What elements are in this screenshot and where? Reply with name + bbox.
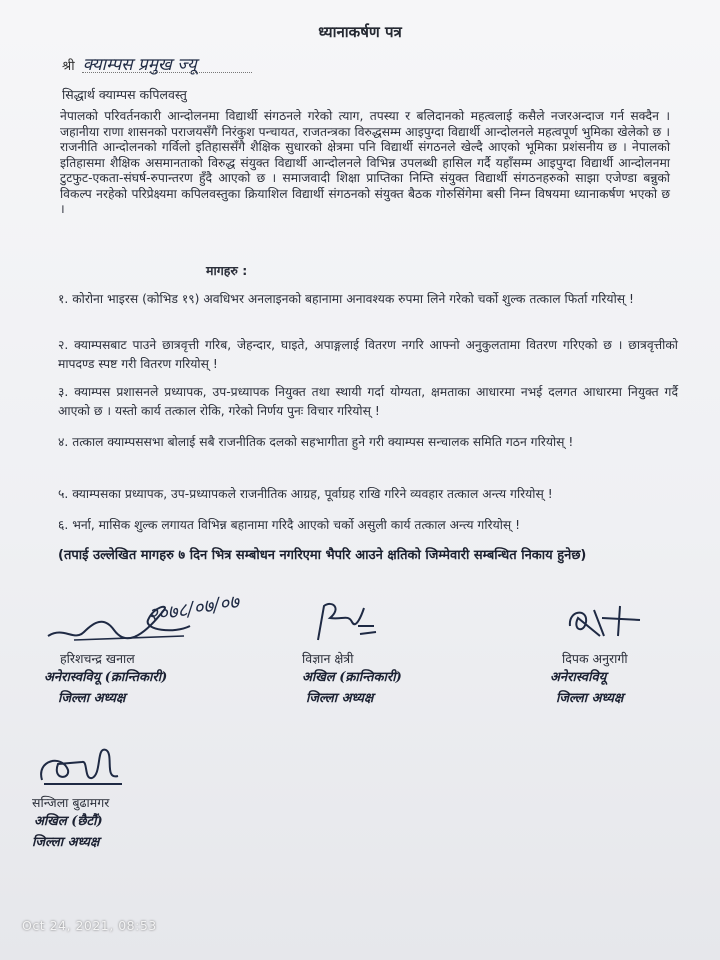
handwritten-signature-icon (302, 596, 382, 650)
demand-item: ६. भर्ना, मासिक शुल्क लगायत विभिन्न बहानामा गरिदै आएको चर्को असुली कार्य तत्काल अन्त्य गरियोस् ! (58, 518, 521, 532)
signature-block (548, 596, 648, 709)
signatory-org: अखिल (छैटौं) (34, 814, 103, 829)
handwritten-signature-icon (32, 740, 132, 794)
signatory-post: जिल्ला अध्यक्ष (556, 691, 624, 706)
recipient-prefix: श्री (62, 59, 75, 74)
signatory-name: हरिशचन्द्र खनाल (60, 651, 135, 666)
signatory-org: अनेरास्ववियू (क्रान्तिकारी) (44, 670, 168, 685)
handwritten-date: २०७८/०७/०७ (146, 590, 241, 627)
signatory-org: अखिल (क्रान्तिकारी) (302, 670, 402, 685)
signatory-post: जिल्ला अध्यक्ष (32, 835, 100, 850)
demands-heading: मागहरु : (206, 263, 248, 278)
signatory-name: विज्ञान क्षेत्री (302, 651, 354, 666)
demand-item: ४. तत्काल क्याम्पससभा बोलाई सबै राजनीतिक दलको सहभागीता हुने गरी क्याम्पस सन्चालक समिति गठन गरियोस् ! (58, 435, 574, 449)
letter-title: ध्यानाकर्षण पत्र (318, 23, 402, 41)
warning-note: (तपाई उल्लेखित मागहरु ७ दिन भित्र सम्बोधन नगरिएमा भैपरि आउने क्षतिको जिम्मेवारी सम्बन्धित निकाय हुनेछ) (58, 548, 587, 563)
demand-item: ५. क्याम्पसका प्रध्यापक, उप-प्रध्यापकले राजनीतिक आग्रह, पूर्वाग्रह राखि गरिने व्यवहार तत्काल अन्त्य गरियोस् ! (58, 487, 553, 501)
recipient-dotted-line (82, 72, 252, 73)
intro-paragraph: नेपालको परिवर्तनकारी आन्दोलनमा विद्यार्थी संगठनले गरेको त्याग, तपस्या र बलिदानको महत्वलाई कसैले नजरअन्दाज गर्न सक्दैन । जहानीया राणा शासनको पराजयसँगै निरंकुश पन्चायत, राजतन्त्रका विरुद्धसम्म आइपुग्दा विद्यार्थी आन्दोलनले महत्वपूर्ण भुमिका खेलेको छ । राजनीति आन्दोलनको गर्विलो इतिहाससँगै शैक्षिक सुधारको क्षेत्रमा पनि विद्यार्थी संगठनले खेल्दै आएको भूमिका प्रशंसनीय छ । नेपालको इतिहासमा शैक्षिक असमानताको विरुद्ध संयुक्त विद्यार्थी आन्दोलनले विभिन्न उपलब्धी हासिल गर्दै यहाँसम्म आइपुग्दा विद्यार्थी आन्दोलनमा टुटफुट-एकता-संघर्ष-रुपान्तरण हुँदै आएको छ । समाजवादी शिक्षा प्राप्तिका निम्ति संयुक्त विद्यार्थी संगठनहरुको साझा एजेण्डा बन्नुको विकल्प नरहेको परिप्रेक्ष्यमा कपिलवस्तुका क्रियाशिल विद्यार्थी संगठनको संयुक्त बैठक गोरुसिंगेमा बसी निम्न विषयमा ध्यानाकर्षण भएको छ । (60, 109, 670, 216)
signatory-name: दिपक अनुरागी (562, 651, 628, 666)
demand-item: ३. क्याम्पस प्रशासनले प्रध्यापक, उप-प्रध्यापक नियुक्त तथा स्थायी गर्दा योग्यता, क्षमताका आधारमा नभई दलगत आधारमा नियुक्त गर्दै आएको छ । यस्तो कार्य तत्काल रोकि, गरेको निर्णय पुनः विचार गरियोस् ! (58, 385, 678, 418)
recipient-handwritten: क्याम्पस प्रमुख ज्यू (82, 55, 197, 75)
signature-block (32, 740, 132, 853)
demand-item: २. क्याम्पसबाट पाउने छात्रवृत्ती गरिब, जेहन्दार, घाइते, अपाङ्गलाई वितरण नगरि आफ्नो अनुकुलतामा वितरण गरिएको छ । छात्रवृत्तीको मापदण्ड स्पष्ट गरी वितरण गरियोस् ! (58, 338, 678, 371)
signatory-name: सन्जिला बुढामगर (32, 795, 110, 810)
signature-block (302, 596, 402, 709)
signatory-post: जिल्ला अध्यक्ष (58, 691, 126, 706)
photo-timestamp: Oct 24, 2021, 08:53 (22, 918, 157, 933)
signatory-post: जिल्ला अध्यक्ष (306, 691, 374, 706)
recipient-address: सिद्धार्थ क्याम्पस कपिलवस्तु (62, 87, 187, 102)
demand-item: १. कोरोना भाइरस (कोभिड १९) अवधिभर अनलाइनको बहानामा अनावश्यक रुपमा लिने गरेको चर्को शुल्क तत्काल फिर्ता गरियोस् ! (58, 292, 634, 306)
handwritten-signature-icon (548, 596, 648, 650)
signatory-org: अनेरास्ववियू (550, 670, 607, 685)
